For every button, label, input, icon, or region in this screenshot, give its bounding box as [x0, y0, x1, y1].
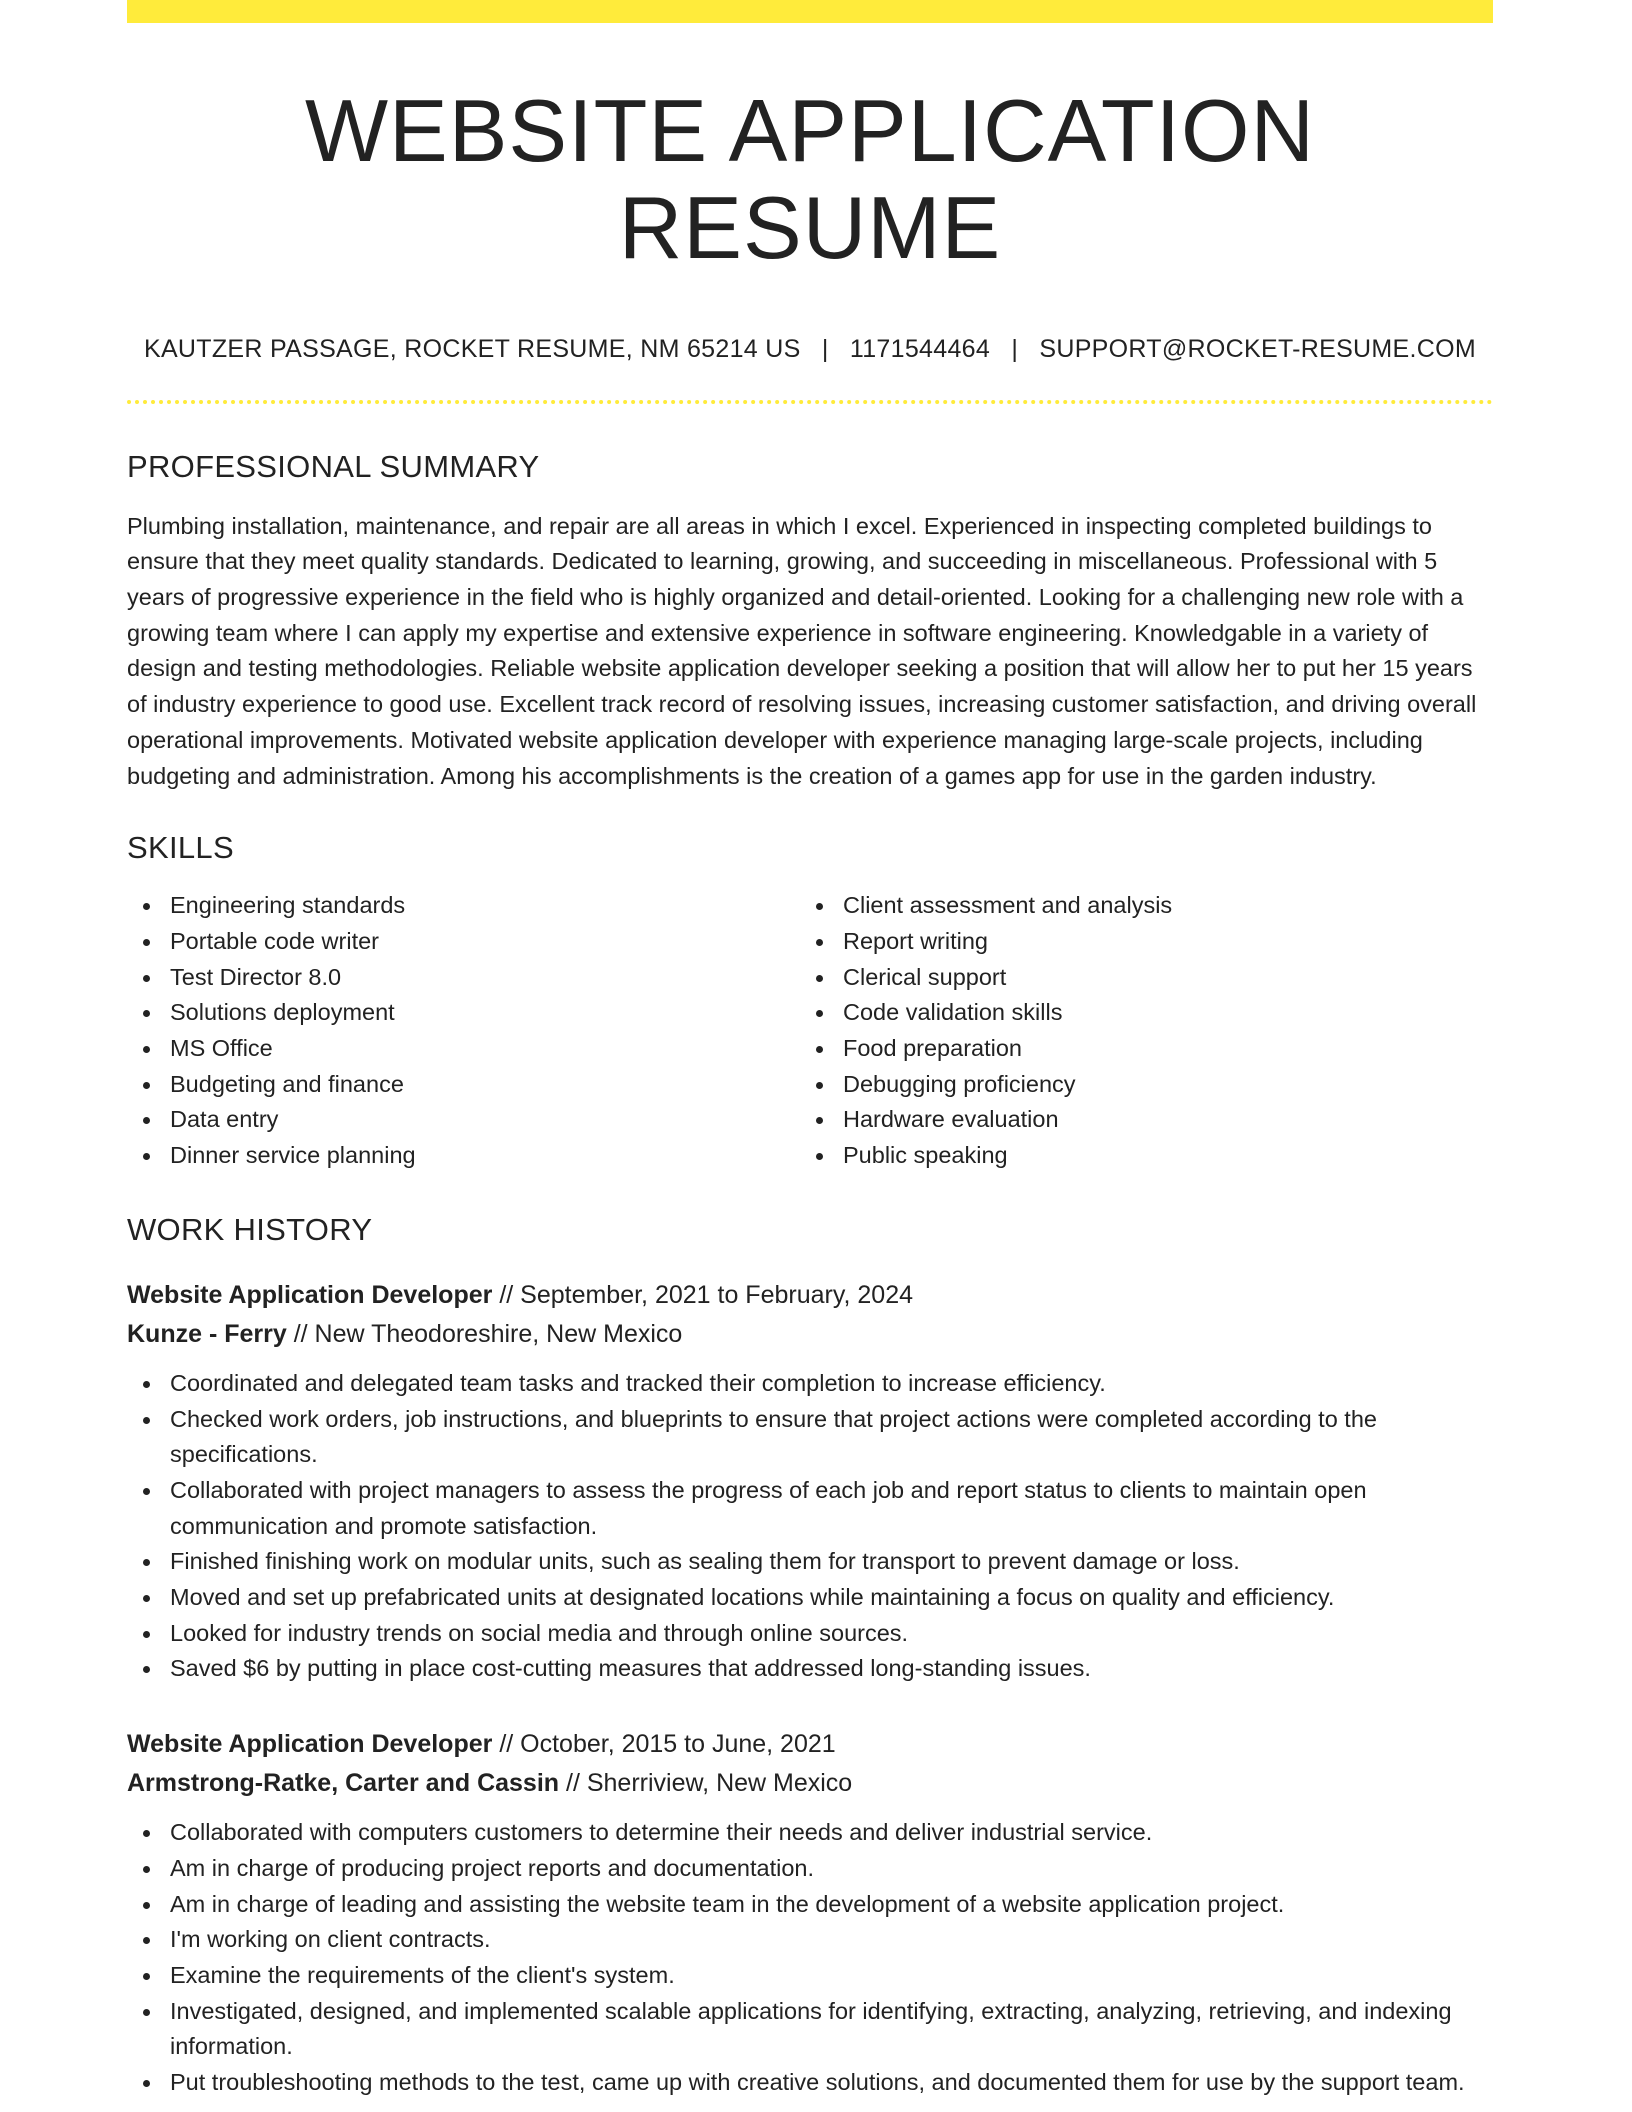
job-bullet: Am in charge of leading and assisting the website team in the development of a website application project. [170, 1887, 1493, 1923]
job-bullet: Checked work orders, job instructions, and blueprints to ensure that project actions were completed according to the specifications. [170, 1402, 1493, 1473]
contact-line [127, 335, 1493, 364]
job-bullet: I'm working on client contracts. [170, 1922, 1493, 1958]
job-title: Website Application Developer [127, 1730, 493, 1759]
skill-item: Code validation skills [843, 995, 1473, 1031]
job-dates: // September, 2021 to February, 2024 [499, 1280, 913, 1309]
job-bullet: Put troubleshooting methods to the test, came up with creative solutions, and documented them for use by the support team. [170, 2065, 1493, 2101]
skill-item: Report writing [843, 924, 1473, 960]
job-title-line [127, 1725, 1493, 1764]
accent-bar [127, 0, 1493, 23]
job-bullet: Saved $6 by putting in place cost-cutting measures that addressed long-standing issues. [170, 1651, 1493, 1687]
skills-grid [127, 888, 1493, 1174]
job-entry [127, 1725, 1493, 2101]
skill-item: Data entry [170, 1102, 800, 1138]
summary-text: Plumbing installation, maintenance, and repair are all areas in which I excel. Experienced in inspecting completed buildings to ensure that they meet quality standards. Dedicated to learning, growing, and succeeding in miscellaneous. Professional with 5 years of progressive experience in the field who is highly organized and detail-oriented. Looking for a challenging new role with a growing team where I can apply my expertise and extensive experience in software engineering. Knowledgable in a variety of design and testing methodologies. Reliable website application developer seeking a position that will allow her to put her 15 years of industry experience to good use. Excellent track record of resolving issues, increasing customer satisfaction, and driving overall operational improvements. Motivated website application developer with experience managing large-scale projects, including budgeting and administration. Among his accomplishments is the creation of a games app for use in the garden industry. [127, 512, 1477, 789]
contact-separator: | [1011, 334, 1019, 363]
summary-heading: PROFESSIONAL SUMMARY [127, 448, 540, 484]
skill-item: Clerical support [843, 960, 1473, 996]
skill-item: Budgeting and finance [170, 1067, 800, 1103]
skills-list-left [127, 888, 800, 1174]
skill-item: MS Office [170, 1031, 800, 1067]
job-company: Kunze - Ferry [127, 1319, 287, 1348]
job-dates: // October, 2015 to June, 2021 [499, 1730, 836, 1759]
job-bullets [127, 1366, 1493, 1687]
job-bullet: Finished finishing work on modular units, such as sealing them for transport to prevent damage or loss. [170, 1544, 1493, 1580]
job-entry [127, 1276, 1493, 1687]
job-bullet: Coordinated and delegated team tasks and tracked their completion to increase efficiency. [170, 1366, 1493, 1402]
header-divider [127, 400, 1493, 404]
job-bullet: Am in charge of producing project reports and documentation. [170, 1851, 1493, 1887]
job-title: Website Application Developer [127, 1280, 493, 1309]
job-company-line [127, 1315, 1493, 1354]
job-bullet: Examine the requirements of the client's system. [170, 1958, 1493, 1994]
job-title-line [127, 1276, 1493, 1315]
contact-email: SUPPORT@ROCKET-RESUME.COM [1039, 334, 1476, 363]
job-location: // Sherriview, New Mexico [566, 1769, 853, 1798]
skill-item: Food preparation [843, 1031, 1473, 1067]
skill-item: Dinner service planning [170, 1138, 800, 1174]
skill-item: Client assessment and analysis [843, 888, 1473, 924]
skill-item: Portable code writer [170, 924, 800, 960]
job-bullet: Collaborated with computers customers to determine their needs and deliver industrial service. [170, 1815, 1493, 1851]
contact-address: KAUTZER PASSAGE, ROCKET RESUME, NM 65214 US [143, 334, 801, 363]
job-company-line [127, 1764, 1493, 1803]
work-history-heading: WORK HISTORY [127, 1211, 373, 1247]
job-bullet: Moved and set up prefabricated units at designated locations while maintaining a focus on quality and efficiency. [170, 1580, 1493, 1616]
job-location: // New Theodoreshire, New Mexico [293, 1319, 683, 1348]
skill-item: Public speaking [843, 1138, 1473, 1174]
skill-item: Test Director 8.0 [170, 960, 800, 996]
skill-item: Engineering standards [170, 888, 800, 924]
job-bullet: Collaborated with project managers to assess the progress of each job and report status to clients to maintain open communication and promote satisfaction. [170, 1473, 1493, 1544]
job-bullet: Looked for industry trends on social media and through online sources. [170, 1616, 1493, 1652]
job-bullets [127, 1815, 1493, 2101]
resume-title: WEBSITE APPLICATION RESUME [304, 81, 1316, 277]
skills-list-right [800, 888, 1473, 1174]
skills-heading: SKILLS [127, 830, 234, 866]
job-company: Armstrong-Ratke, Carter and Cassin [127, 1769, 560, 1798]
skill-item: Debugging proficiency [843, 1067, 1473, 1103]
resume-page [127, 0, 1493, 2101]
job-bullet: Investigated, designed, and implemented scalable applications for identifying, extracting, analyzing, retrieving, and indexing information. [170, 1994, 1493, 2065]
skill-item: Solutions deployment [170, 995, 800, 1031]
contact-phone: 1171544464 [849, 334, 991, 363]
contact-separator: | [821, 334, 829, 363]
skill-item: Hardware evaluation [843, 1102, 1473, 1138]
